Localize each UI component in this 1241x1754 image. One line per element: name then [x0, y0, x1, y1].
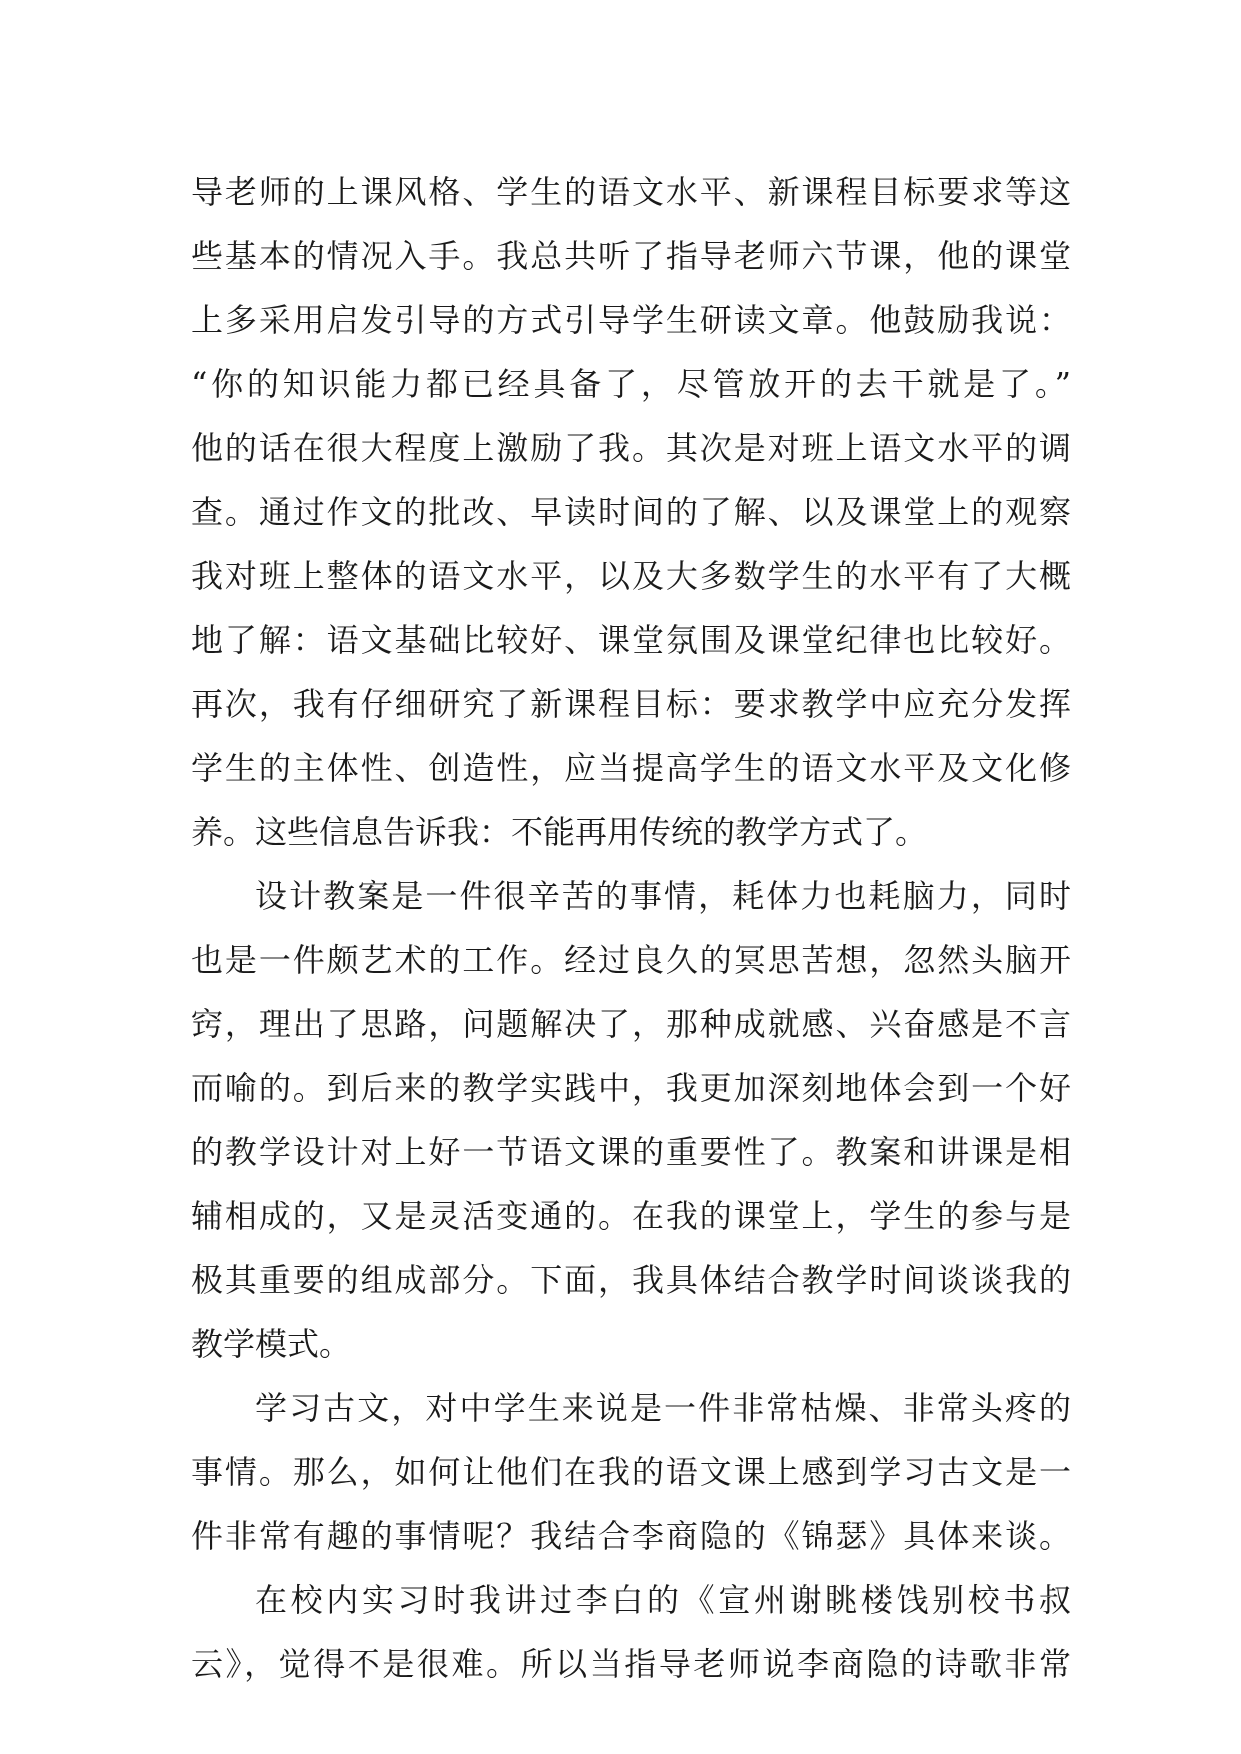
text-line: 云》，觉得不是很难。所以当指导老师说李商隐的诗歌非常 [191, 1645, 1071, 1683]
text-line: 在校内实习时我讲过李白的《宣州谢眺楼饯别校书叔 [255, 1581, 1071, 1619]
text-line: 些基本的情况入手。我总共听了指导老师六节课，他的课堂 [191, 237, 1071, 275]
text-line: “你的知识能力都已经具备了，尽管放开的去干就是了。” [191, 365, 1071, 403]
text-line: 的教学设计对上好一节语文课的重要性了。教案和讲课是相 [191, 1133, 1071, 1171]
text-line: 而喻的。到后来的教学实践中，我更加深刻地体会到一个好 [191, 1069, 1071, 1107]
text-line: 上多采用启发引导的方式引导学生研读文章。他鼓励我说： [191, 301, 1071, 339]
text-line: 事情。那么，如何让他们在我的语文课上感到学习古文是一 [191, 1453, 1071, 1491]
text-line: 学习古文，对中学生来说是一件非常枯燥、非常头疼的 [255, 1389, 1071, 1427]
text-line: 也是一件颇艺术的工作。经过良久的冥思苦想，忽然头脑开 [191, 941, 1071, 979]
text-line: 学生的主体性、创造性，应当提高学生的语文水平及文化修 [191, 749, 1071, 787]
text-line: 设计教案是一件很辛苦的事情，耗体力也耗脑力，同时 [255, 877, 1071, 915]
text-line: 查。通过作文的批改、早读时间的了解、以及课堂上的观察 [191, 493, 1071, 531]
document-body [191, 160, 1071, 1696]
text-line: 地了解：语文基础比较好、课堂氛围及课堂纪律也比较好。 [191, 621, 1071, 659]
text-line: 窍，理出了思路，问题解决了，那种成就感、兴奋感是不言 [191, 1005, 1071, 1043]
text-line: 我对班上整体的语文水平，以及大多数学生的水平有了大概 [191, 557, 1071, 595]
text-line: 再次，我有仔细研究了新课程目标：要求教学中应充分发挥 [191, 685, 1071, 723]
text-line: 养。这些信息告诉我：不能再用传统的教学方式了。 [191, 813, 928, 851]
text-line: 辅相成的，又是灵活变通的。在我的课堂上，学生的参与是 [191, 1197, 1071, 1235]
text-line: 导老师的上课风格、学生的语文水平、新课程目标要求等这 [191, 173, 1071, 211]
text-line: 他的话在很大程度上激励了我。其次是对班上语文水平的调 [191, 429, 1071, 467]
text-line: 件非常有趣的事情呢？我结合李商隐的《锦瑟》具体来谈。 [191, 1517, 1071, 1555]
text-line: 教学模式。 [191, 1325, 352, 1363]
text-line: 极其重要的组成部分。下面，我具体结合教学时间谈谈我的 [191, 1261, 1071, 1299]
